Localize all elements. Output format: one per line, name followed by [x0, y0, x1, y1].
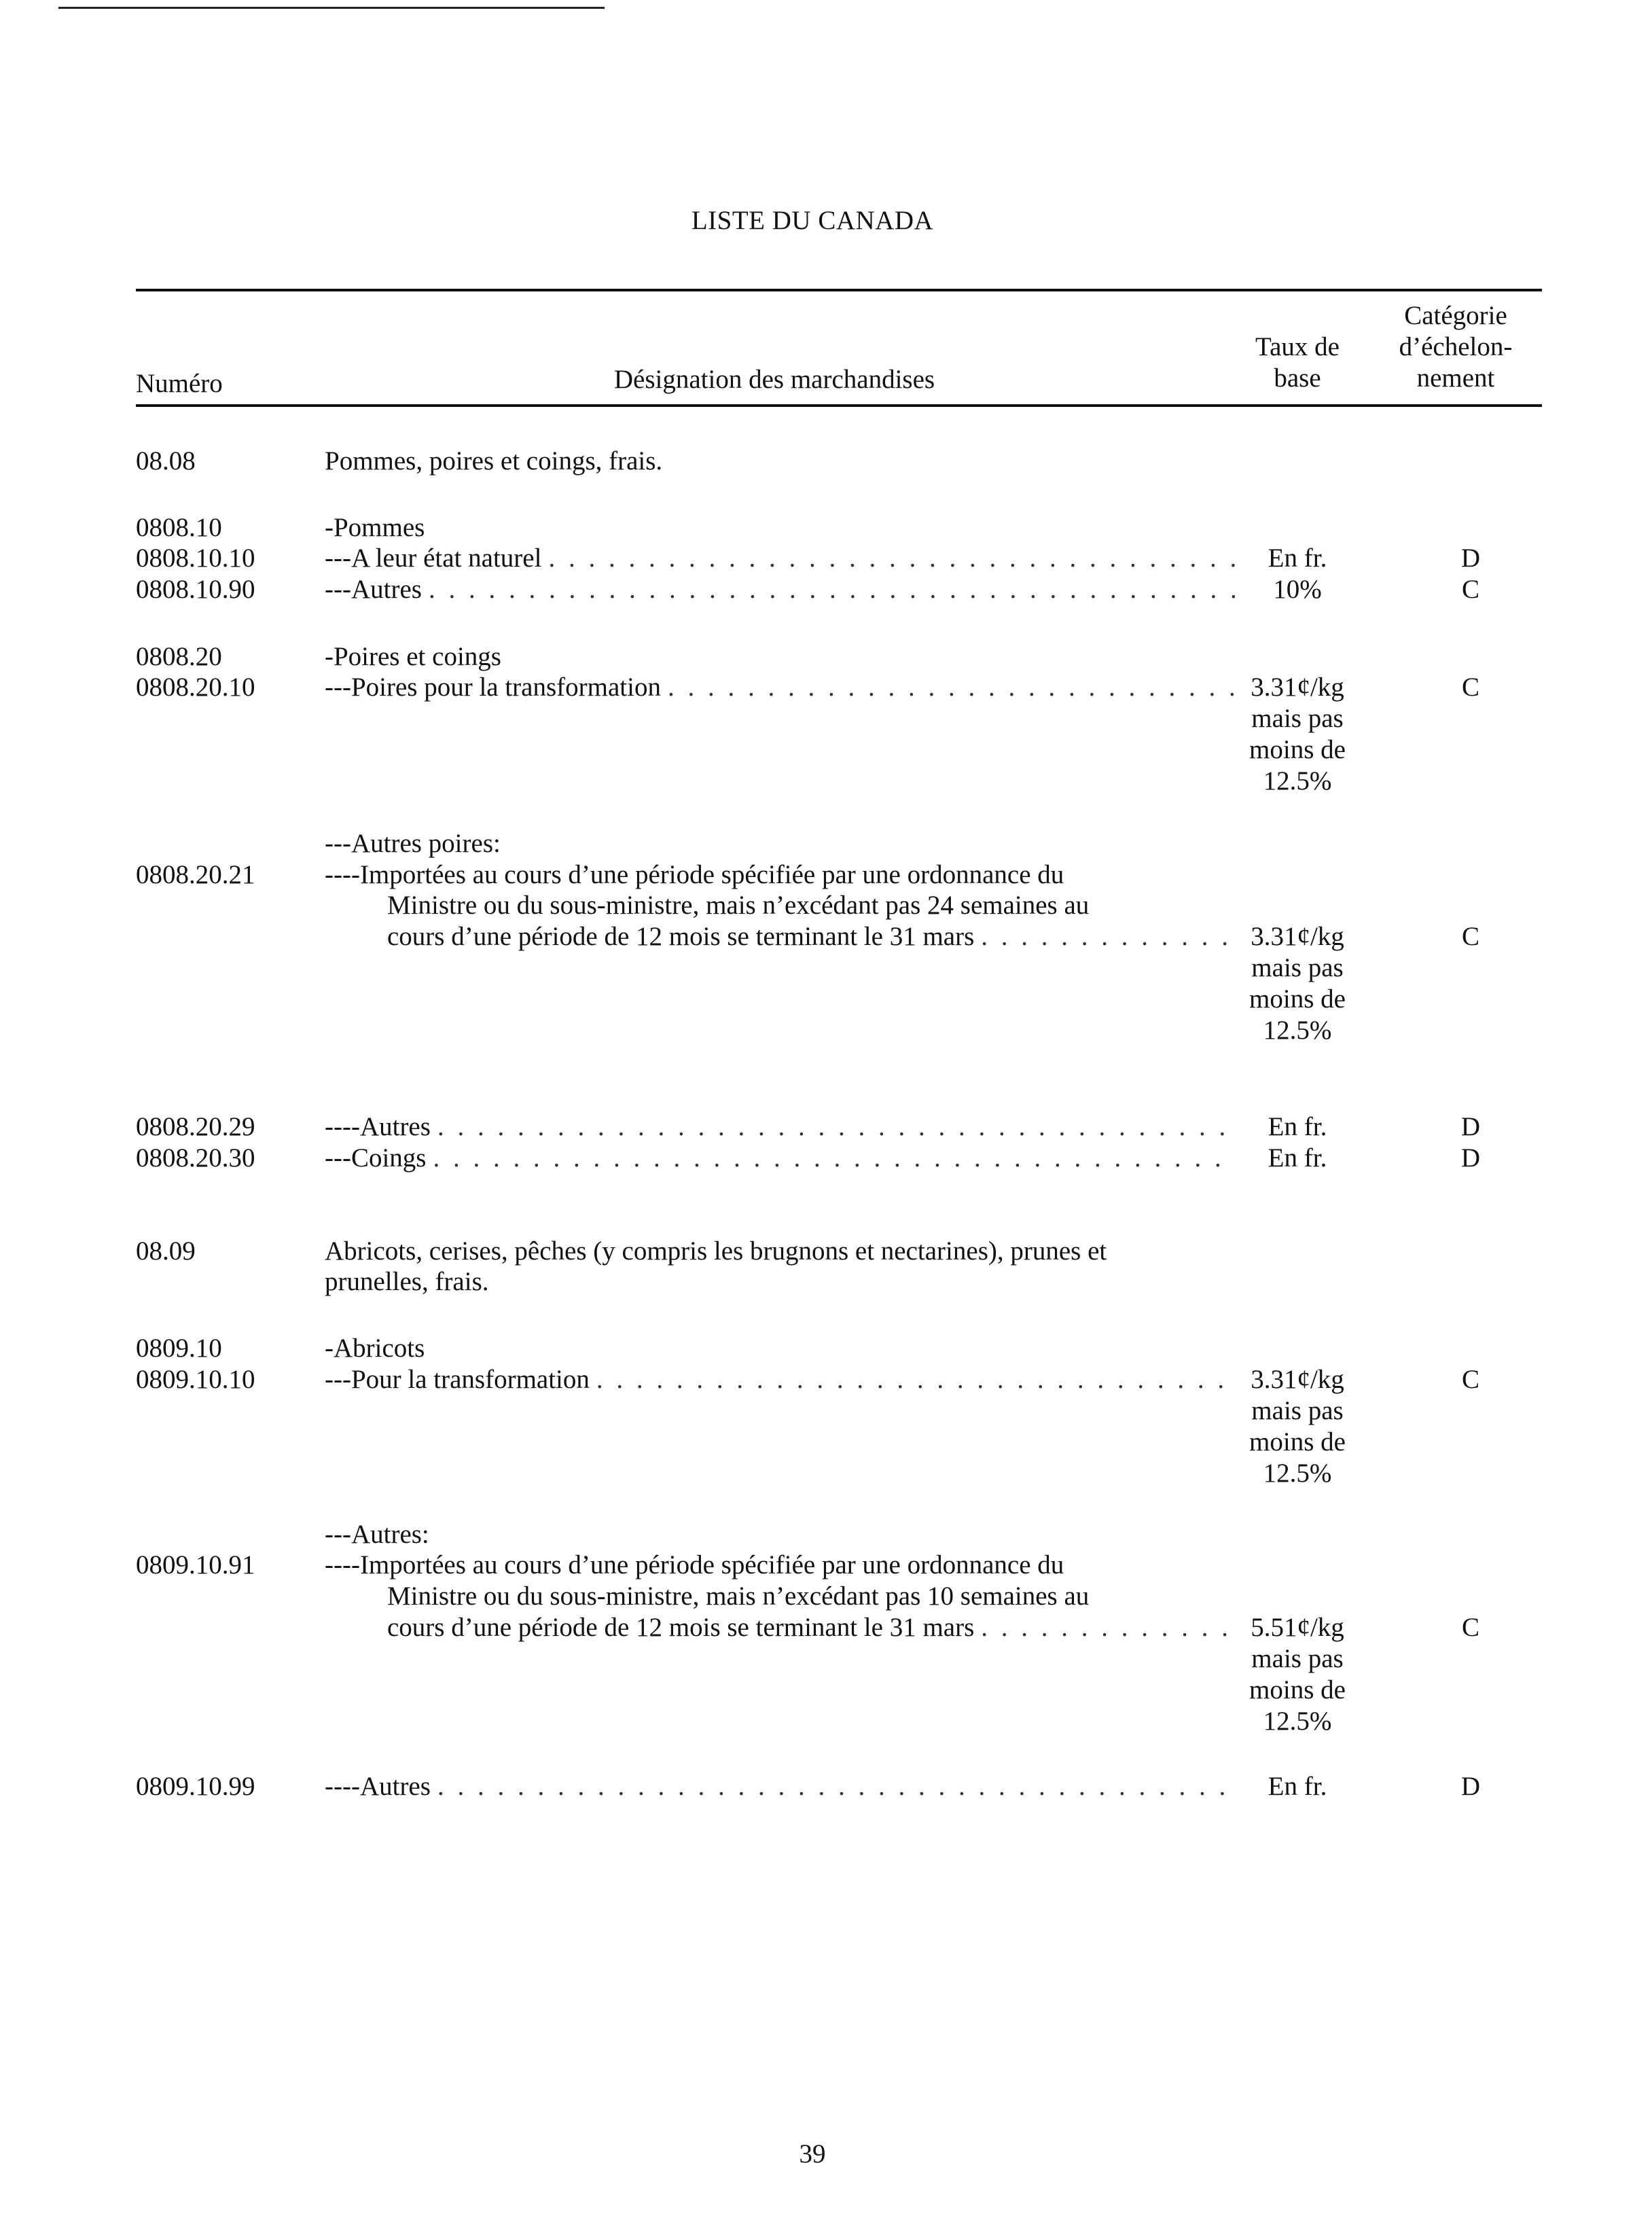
tariff-code: 0808.10 — [136, 513, 222, 542]
scan-edge-rule — [58, 7, 605, 9]
designation: ----Importées au cours d’une période spécifiée par une ordonnance du — [325, 860, 1064, 889]
table-header-rule — [136, 404, 1542, 407]
dot-leader — [596, 1364, 1235, 1395]
designation: prunelles, frais. — [325, 1267, 489, 1296]
designation-text: ---A leur état naturel — [325, 543, 542, 573]
staging-category: C — [1461, 922, 1479, 951]
designation — [325, 1771, 1235, 1802]
designation: ----Importées au cours d’une période spécifiée par une ordonnance du — [325, 1550, 1064, 1579]
tariff-code: 0808.20.10 — [136, 673, 255, 702]
tariff-code: 0808.20.30 — [136, 1143, 255, 1173]
designation — [325, 574, 1235, 605]
dot-leader — [437, 1111, 1235, 1143]
tariff-code: 0808.10.90 — [136, 575, 255, 604]
tariff-code: 08.09 — [136, 1236, 196, 1266]
designation-text: ----Autres — [325, 1772, 431, 1801]
designation — [325, 1111, 1235, 1143]
designation — [325, 1364, 1235, 1395]
designation-text: cours d’une période de 12 mois se terminant le 31 mars — [387, 922, 975, 951]
staging-category: D — [1460, 1112, 1481, 1141]
tariff-code: 0808.20.29 — [136, 1112, 255, 1141]
base-rate: En fr. — [1268, 543, 1327, 573]
dot-leader — [668, 672, 1235, 703]
designation: -Abricots — [325, 1334, 425, 1363]
designation: Ministre ou du sous-ministre, mais n’excédant pas 10 semaines au — [387, 1582, 1090, 1611]
staging-category: D — [1460, 1143, 1481, 1173]
tariff-code: 0808.10.10 — [136, 543, 255, 573]
staging-category: C — [1461, 1613, 1479, 1642]
page-number: 39 — [799, 2139, 826, 2168]
designation-text: ---Pour la transformation — [325, 1365, 590, 1394]
designation — [387, 1612, 1236, 1643]
base-rate: 3.31¢/kg mais pas moins de 12.5% — [1249, 1365, 1346, 1488]
designation: ---Autres poires: — [325, 829, 501, 858]
base-rate: En fr. — [1268, 1112, 1327, 1141]
tariff-code: 0808.20 — [136, 642, 222, 671]
base-rate: En fr. — [1268, 1143, 1327, 1173]
column-header-taux: Taux de base — [1255, 332, 1340, 393]
staging-category: D — [1460, 1772, 1481, 1801]
page-title: LISTE DU CANADA — [691, 206, 934, 235]
designation — [387, 921, 1236, 952]
staging-category: C — [1461, 673, 1479, 702]
designation — [325, 1143, 1235, 1174]
designation-text: ---Poires pour la transformation — [325, 673, 661, 702]
dot-leader — [437, 1771, 1235, 1802]
designation: Ministre ou du sous-ministre, mais n’excédant pas 24 semaines au — [387, 891, 1090, 920]
tariff-code: 0809.10.10 — [136, 1365, 255, 1394]
designation-text: cours d’une période de 12 mois se terminant le 31 mars — [387, 1613, 975, 1642]
base-rate: 3.31¢/kg mais pas moins de 12.5% — [1249, 922, 1346, 1045]
base-rate: 5.51¢/kg mais pas moins de 12.5% — [1249, 1613, 1346, 1736]
base-rate: En fr. — [1268, 1772, 1327, 1801]
dot-leader — [433, 1143, 1236, 1174]
column-header-categorie: Catégorie d’échelon- nement — [1399, 301, 1513, 393]
table-top-rule — [136, 289, 1542, 291]
tariff-code: 0808.20.21 — [136, 860, 255, 889]
designation-text: ----Autres — [325, 1112, 431, 1141]
column-header-numero: Numéro — [136, 369, 223, 398]
staging-category: D — [1460, 543, 1481, 573]
tariff-code: 08.08 — [136, 446, 196, 476]
dot-leader — [981, 1612, 1236, 1643]
tariff-code: 0809.10.99 — [136, 1772, 255, 1801]
dot-leader — [548, 543, 1235, 574]
column-header-designation: Désignation des marchandises — [613, 365, 935, 394]
tariff-code: 0809.10.91 — [136, 1550, 255, 1579]
designation: Abricots, cerises, pêches (y compris les brugnons et nectarines), prunes et — [325, 1236, 1107, 1266]
designation-text: ---Coings — [325, 1143, 427, 1173]
tariff-code: 0809.10 — [136, 1334, 222, 1363]
designation: ---Autres: — [325, 1520, 429, 1549]
dot-leader — [981, 921, 1236, 952]
designation — [325, 543, 1235, 574]
designation — [325, 672, 1235, 703]
designation: -Poires et coings — [325, 642, 501, 671]
base-rate: 3.31¢/kg mais pas moins de 12.5% — [1249, 673, 1346, 796]
designation-text: ---Autres — [325, 575, 422, 604]
designation: -Pommes — [325, 513, 425, 542]
staging-category: C — [1461, 575, 1479, 604]
designation: Pommes, poires et coings, frais. — [325, 446, 663, 476]
staging-category: C — [1461, 1365, 1479, 1394]
dot-leader — [429, 574, 1235, 605]
base-rate: 10% — [1273, 575, 1322, 604]
